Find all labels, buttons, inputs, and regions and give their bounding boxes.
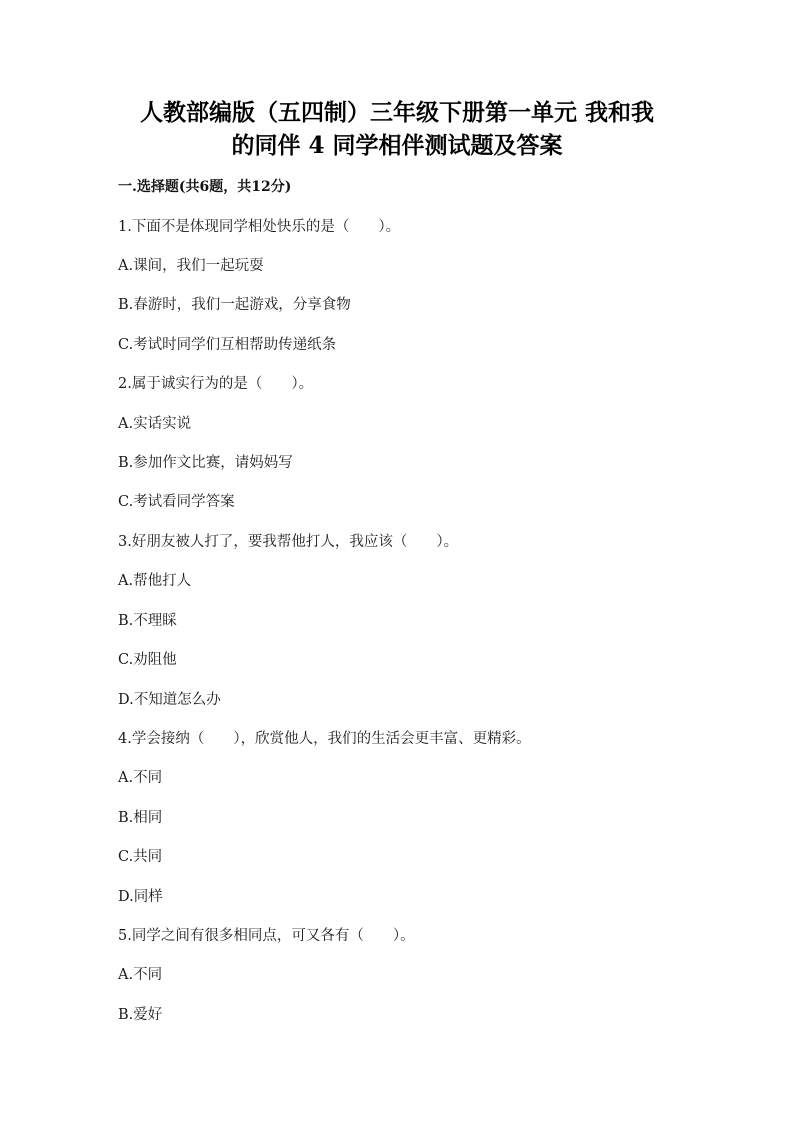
question-5-option-b: B.爱好 bbox=[118, 1007, 163, 1023]
question-1-option-a: A.课间，我们一起玩耍 bbox=[118, 258, 264, 274]
question-4-option-c: C.共同 bbox=[118, 849, 163, 865]
question-3-option-b: B.不理睬 bbox=[118, 613, 177, 629]
question-1-option-c: C.考试时同学们互相帮助传递纸条 bbox=[118, 337, 337, 353]
question-3-option-d: D.不知道怎么办 bbox=[118, 692, 221, 708]
question-2-stem: 2.属于诚实行为的是（ ）。 bbox=[118, 376, 314, 392]
question-5-option-a: A.不同 bbox=[118, 967, 163, 983]
section-heading-multiple-choice: 一.选择题(共6题，共12分) bbox=[118, 179, 292, 195]
question-1-option-b: B.春游时，我们一起游戏，分享食物 bbox=[118, 297, 351, 313]
question-4-option-a: A.不同 bbox=[118, 770, 163, 786]
question-4-stem: 4.学会接纳（ ），欣赏他人，我们的生活会更丰富、更精彩。 bbox=[118, 731, 531, 747]
question-5-stem: 5.同学之间有很多相同点，可又各有（ ）。 bbox=[118, 928, 415, 944]
question-2-option-a: A.实话实说 bbox=[118, 416, 192, 432]
question-3-option-c: C.劝阻他 bbox=[118, 652, 177, 668]
question-3-option-a: A.帮他打人 bbox=[118, 573, 192, 589]
question-2-option-b: B.参加作文比赛，请妈妈写 bbox=[118, 455, 293, 471]
document-title-line-1: 人教部编版（五四制）三年级下册第一单元 我和我 bbox=[139, 99, 654, 126]
question-4-option-d: D.同样 bbox=[118, 889, 163, 905]
question-1-stem: 1.下面不是体现同学相处快乐的是（ ）。 bbox=[118, 219, 401, 235]
document-title-line-2: 的同伴 4 同学相伴测试题及答案 bbox=[231, 132, 563, 159]
question-2-option-c: C.考试看同学答案 bbox=[118, 494, 235, 510]
question-3-stem: 3.好朋友被人打了，要我帮他打人，我应该（ ）。 bbox=[118, 534, 459, 550]
question-4-option-b: B.相同 bbox=[118, 810, 163, 826]
